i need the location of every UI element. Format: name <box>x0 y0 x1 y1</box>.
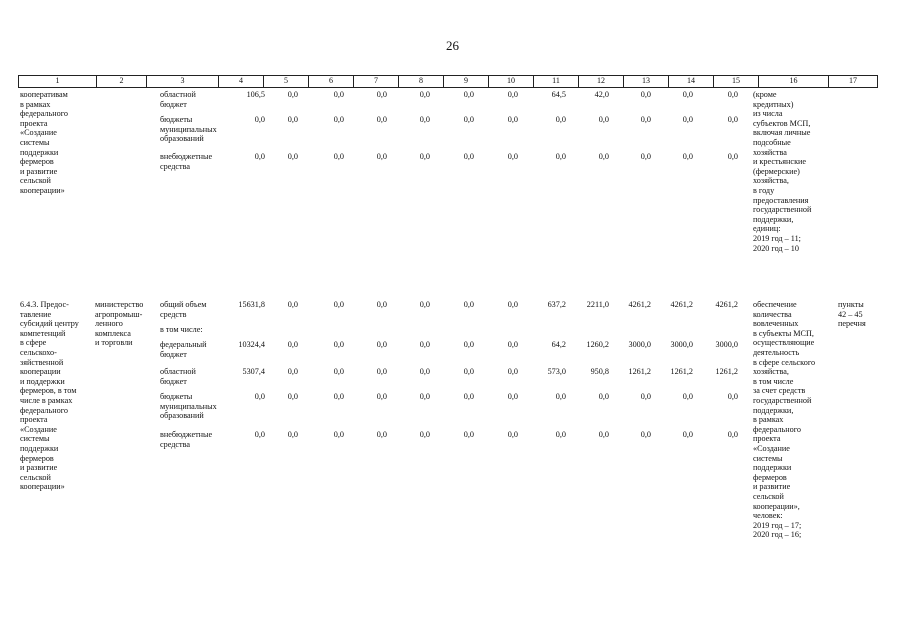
value-cell: 0,0 <box>333 340 344 349</box>
value-cell: 64,5 <box>551 90 566 99</box>
value-cell: 0,0 <box>376 90 387 99</box>
value-cell: 0,0 <box>640 90 651 99</box>
measure-name: компетенций <box>20 328 66 338</box>
value-cell: 0,0 <box>463 115 474 124</box>
measure-name: федерального <box>20 405 68 415</box>
measure-name: фермеров <box>20 157 54 167</box>
value-cell: 0,0 <box>419 367 430 376</box>
value-cell: 0,0 <box>333 392 344 401</box>
funding-source-label: бюджеты <box>160 115 193 124</box>
value-cell: 0,0 <box>640 392 651 401</box>
funding-source-label: средства <box>160 161 191 171</box>
indicator-text: 2020 год – 10 <box>753 243 799 253</box>
header-col-4: 4 <box>219 76 264 87</box>
funding-source-label: областной <box>160 90 196 99</box>
value-cell: 0,0 <box>640 430 651 439</box>
responsible-executor: ленного <box>95 319 123 329</box>
funding-source-label: средства <box>160 439 191 449</box>
header-col-1: 1 <box>19 76 97 87</box>
responsible-executor: агропромыш- <box>95 309 143 319</box>
funding-source-label: внебюджетные <box>160 430 213 439</box>
value-cell: 0,0 <box>419 392 430 401</box>
value-cell: 0,0 <box>376 392 387 401</box>
indicator-text: хозяйства <box>753 147 787 157</box>
value-cell: 0,0 <box>507 90 518 99</box>
value-cell: 0,0 <box>555 430 566 439</box>
indicator-text: системы <box>753 453 783 463</box>
value-cell: 0,0 <box>254 152 265 161</box>
funding-source-label: областной <box>160 367 196 376</box>
value-cell: 106,5 <box>246 90 265 99</box>
reference-text: 42 – 45 <box>838 309 863 319</box>
value-cell: 0,0 <box>463 367 474 376</box>
value-cell: 0,0 <box>254 392 265 401</box>
indicator-text: поддержки <box>753 463 792 473</box>
value-cell: 0,0 <box>376 430 387 439</box>
funding-source-label: в том числе: <box>160 325 203 334</box>
measure-name: и поддержки <box>20 376 65 386</box>
indicator-text: «Создание <box>753 444 790 453</box>
value-cell: 0,0 <box>727 152 738 161</box>
value-cell: 0,0 <box>287 392 298 401</box>
indicator-text: количества <box>753 309 792 319</box>
funding-source-label: общий объем <box>160 300 207 309</box>
header-col-8: 8 <box>399 76 444 87</box>
indicator-text: 2020 год – 16; <box>753 530 802 540</box>
header-col-12: 12 <box>579 76 624 87</box>
measure-name: сельскохо- <box>20 348 57 357</box>
value-cell: 0,0 <box>376 152 387 161</box>
value-cell: 3000,0 <box>715 340 738 349</box>
value-cell: 0,0 <box>682 90 693 99</box>
value-cell: 5307,4 <box>242 367 265 376</box>
value-cell: 0,0 <box>727 430 738 439</box>
measure-name: числе в рамках <box>20 396 73 405</box>
indicator-text: обеспечение <box>753 300 797 309</box>
value-cell: 0,0 <box>333 115 344 124</box>
value-cell: 0,0 <box>419 152 430 161</box>
header-col-5: 5 <box>264 76 309 87</box>
value-cell: 0,0 <box>463 90 474 99</box>
value-cell: 4261,2 <box>715 300 738 309</box>
value-cell: 0,0 <box>463 392 474 401</box>
value-cell: 0,0 <box>254 430 265 439</box>
funding-source-label: бюджет <box>160 349 187 359</box>
indicator-text: 2019 год – 11; <box>753 234 801 243</box>
value-cell: 0,0 <box>555 152 566 161</box>
measure-name: фермеров, в том <box>20 386 77 396</box>
header-col-7: 7 <box>354 76 399 87</box>
measure-name: кооперативам <box>20 90 68 99</box>
header-col-6: 6 <box>309 76 354 87</box>
indicator-text: в субъекты МСП, <box>753 328 814 338</box>
indicator-text: государственной <box>753 396 812 405</box>
value-cell: 0,0 <box>287 152 298 161</box>
funding-source-label: муниципальных <box>160 124 217 134</box>
value-cell: 0,0 <box>287 340 298 349</box>
value-cell: 1261,2 <box>628 367 651 376</box>
value-cell: 0,0 <box>507 300 518 309</box>
measure-name: и развитие <box>20 166 58 176</box>
value-cell: 0,0 <box>333 430 344 439</box>
value-cell: 0,0 <box>682 430 693 439</box>
indicator-text: субъектов МСП, <box>753 118 811 128</box>
funding-source-label: бюджет <box>160 99 187 109</box>
header-col-2: 2 <box>97 76 147 87</box>
value-cell: 4261,2 <box>670 300 693 309</box>
value-cell: 0,0 <box>727 90 738 99</box>
value-cell: 0,0 <box>640 115 651 124</box>
indicator-text: в сфере сельского <box>753 357 816 367</box>
value-cell: 0,0 <box>419 115 430 124</box>
value-cell: 1260,2 <box>586 340 609 349</box>
header-col-16: 16 <box>759 76 829 87</box>
responsible-executor: министерство <box>95 300 144 309</box>
reference-text: пункты <box>838 300 864 309</box>
measure-name: 6.4.3. Предос- <box>20 300 69 309</box>
header-col-15: 15 <box>714 76 759 87</box>
indicator-text: деятельность <box>753 348 800 357</box>
value-cell: 0,0 <box>507 430 518 439</box>
header-col-17: 17 <box>849 76 857 85</box>
indicator-text: осуществляющие <box>753 338 815 348</box>
value-cell: 0,0 <box>376 300 387 309</box>
value-cell: 0,0 <box>254 115 265 124</box>
value-cell: 3000,0 <box>670 340 693 349</box>
funding-source-label: средств <box>160 309 187 319</box>
value-cell: 0,0 <box>419 300 430 309</box>
value-cell: 0,0 <box>419 90 430 99</box>
measure-name: системы <box>20 434 50 444</box>
indicator-text: включая личные <box>753 128 811 138</box>
value-cell: 0,0 <box>333 90 344 99</box>
header-col-14: 14 <box>669 76 714 87</box>
value-cell: 0,0 <box>463 152 474 161</box>
indicator-text: в году <box>753 186 775 195</box>
value-cell: 0,0 <box>507 392 518 401</box>
measure-name: субсидий центру <box>20 319 79 329</box>
indicator-text: 2019 год – 17; <box>753 520 802 530</box>
indicator-text: единиц: <box>753 224 781 234</box>
value-cell: 0,0 <box>682 152 693 161</box>
responsible-executor: комплекса <box>95 328 131 338</box>
value-cell: 0,0 <box>682 392 693 401</box>
value-cell: 0,0 <box>333 367 344 376</box>
funding-source-label: федеральный <box>160 340 207 349</box>
value-cell: 0,0 <box>287 300 298 309</box>
value-cell: 0,0 <box>555 115 566 124</box>
indicator-text: (фермерские) <box>753 166 800 176</box>
indicator-text: поддержки, <box>753 405 794 415</box>
indicator-text: государственной <box>753 205 812 215</box>
indicator-text: поддержки, <box>753 214 794 224</box>
value-cell: 0,0 <box>507 367 518 376</box>
measure-name: зяйственной <box>20 357 64 367</box>
measure-name: кооперации» <box>20 482 65 492</box>
indicator-text: и развитие <box>753 482 791 492</box>
value-cell: 0,0 <box>507 115 518 124</box>
value-cell: 0,0 <box>727 115 738 124</box>
value-cell: 0,0 <box>376 340 387 349</box>
header-col-13: 13 <box>624 76 669 87</box>
value-cell: 0,0 <box>333 300 344 309</box>
value-cell: 0,0 <box>376 367 387 376</box>
value-cell: 0,0 <box>463 300 474 309</box>
measure-name: «Создание <box>20 128 57 138</box>
measure-name: кооперации» <box>20 186 65 195</box>
value-cell: 0,0 <box>287 115 298 124</box>
value-cell: 0,0 <box>598 152 609 161</box>
table-header-row <box>18 75 878 88</box>
indicator-text: предоставления <box>753 195 809 205</box>
value-cell: 0,0 <box>555 392 566 401</box>
indicator-text: вовлеченных <box>753 319 799 329</box>
value-cell: 0,0 <box>598 430 609 439</box>
value-cell: 950,8 <box>590 367 609 376</box>
indicator-text: кредитных) <box>753 99 794 109</box>
value-cell: 0,0 <box>640 152 651 161</box>
measure-name: в сфере <box>20 338 47 348</box>
value-cell: 0,0 <box>287 90 298 99</box>
indicator-text: в рамках <box>753 415 784 425</box>
page-number: 26 <box>446 38 459 53</box>
value-cell: 4261,2 <box>628 300 651 309</box>
measure-name: «Создание <box>20 424 57 434</box>
value-cell: 0,0 <box>419 340 430 349</box>
measure-name: тавление <box>20 309 52 319</box>
indicator-text: проекта <box>753 434 781 444</box>
indicator-text: хозяйства, <box>753 367 789 377</box>
value-cell: 10324,4 <box>238 340 265 349</box>
funding-source-label: муниципальных <box>160 401 217 411</box>
indicator-text: подсобные <box>753 138 791 147</box>
value-cell: 0,0 <box>463 340 474 349</box>
value-cell: 0,0 <box>507 152 518 161</box>
value-cell: 0,0 <box>287 367 298 376</box>
header-col-9: 9 <box>444 76 489 87</box>
indicator-text: из числа <box>753 109 783 119</box>
value-cell: 637,2 <box>547 300 566 309</box>
funding-source-label: бюджет <box>160 376 187 386</box>
value-cell: 64,2 <box>551 340 566 349</box>
value-cell: 0,0 <box>727 392 738 401</box>
indicator-text: за счет средств <box>753 386 806 396</box>
value-cell: 42,0 <box>594 90 609 99</box>
funding-source-label: образований <box>160 134 204 144</box>
funding-source-label: образований <box>160 411 204 421</box>
value-cell: 0,0 <box>463 430 474 439</box>
responsible-executor: и торговли <box>95 338 133 348</box>
measure-name: проекта <box>20 415 48 425</box>
measure-name: проекта <box>20 118 48 128</box>
value-cell: 0,0 <box>598 115 609 124</box>
funding-source-label: бюджеты <box>160 392 193 401</box>
reference-text: перечня <box>838 319 866 329</box>
value-cell: 0,0 <box>287 430 298 439</box>
indicator-text: сельской <box>753 492 784 501</box>
value-cell: 0,0 <box>682 115 693 124</box>
header-col-10: 10 <box>489 76 534 87</box>
indicator-text: (кроме <box>753 90 777 99</box>
value-cell: 0,0 <box>333 152 344 161</box>
value-cell: 2211,0 <box>586 300 609 309</box>
measure-name: и развитие <box>20 463 58 473</box>
indicator-text: хозяйства, <box>753 176 789 186</box>
indicator-text: в том числе <box>753 376 794 386</box>
value-cell: 0,0 <box>376 115 387 124</box>
value-cell: 573,0 <box>547 367 566 376</box>
value-cell: 0,0 <box>419 430 430 439</box>
header-col-3: 3 <box>147 76 219 87</box>
indicator-text: и крестьянские <box>753 157 807 167</box>
measure-name: федерального <box>20 109 68 119</box>
measure-name: сельской <box>20 176 51 186</box>
value-cell: 1261,2 <box>670 367 693 376</box>
value-cell: 0,0 <box>507 340 518 349</box>
indicator-text: фермеров <box>753 472 787 482</box>
funding-source-label: внебюджетные <box>160 152 213 161</box>
value-cell: 3000,0 <box>628 340 651 349</box>
measure-name: поддержки <box>20 147 59 157</box>
measure-name: поддержки <box>20 444 59 453</box>
indicator-text: человек: <box>753 511 783 521</box>
header-col-11: 11 <box>534 76 579 87</box>
value-cell: 1261,2 <box>715 367 738 376</box>
measure-name: системы <box>20 138 50 147</box>
indicator-text: кооперации», <box>753 501 800 511</box>
measure-name: сельской <box>20 472 51 482</box>
indicator-text: федерального <box>753 424 801 434</box>
measure-name: кооперации <box>20 367 61 377</box>
measure-name: в рамках <box>20 99 51 109</box>
value-cell: 0,0 <box>598 392 609 401</box>
measure-name: фермеров <box>20 453 54 463</box>
value-cell: 15631,8 <box>238 300 265 309</box>
